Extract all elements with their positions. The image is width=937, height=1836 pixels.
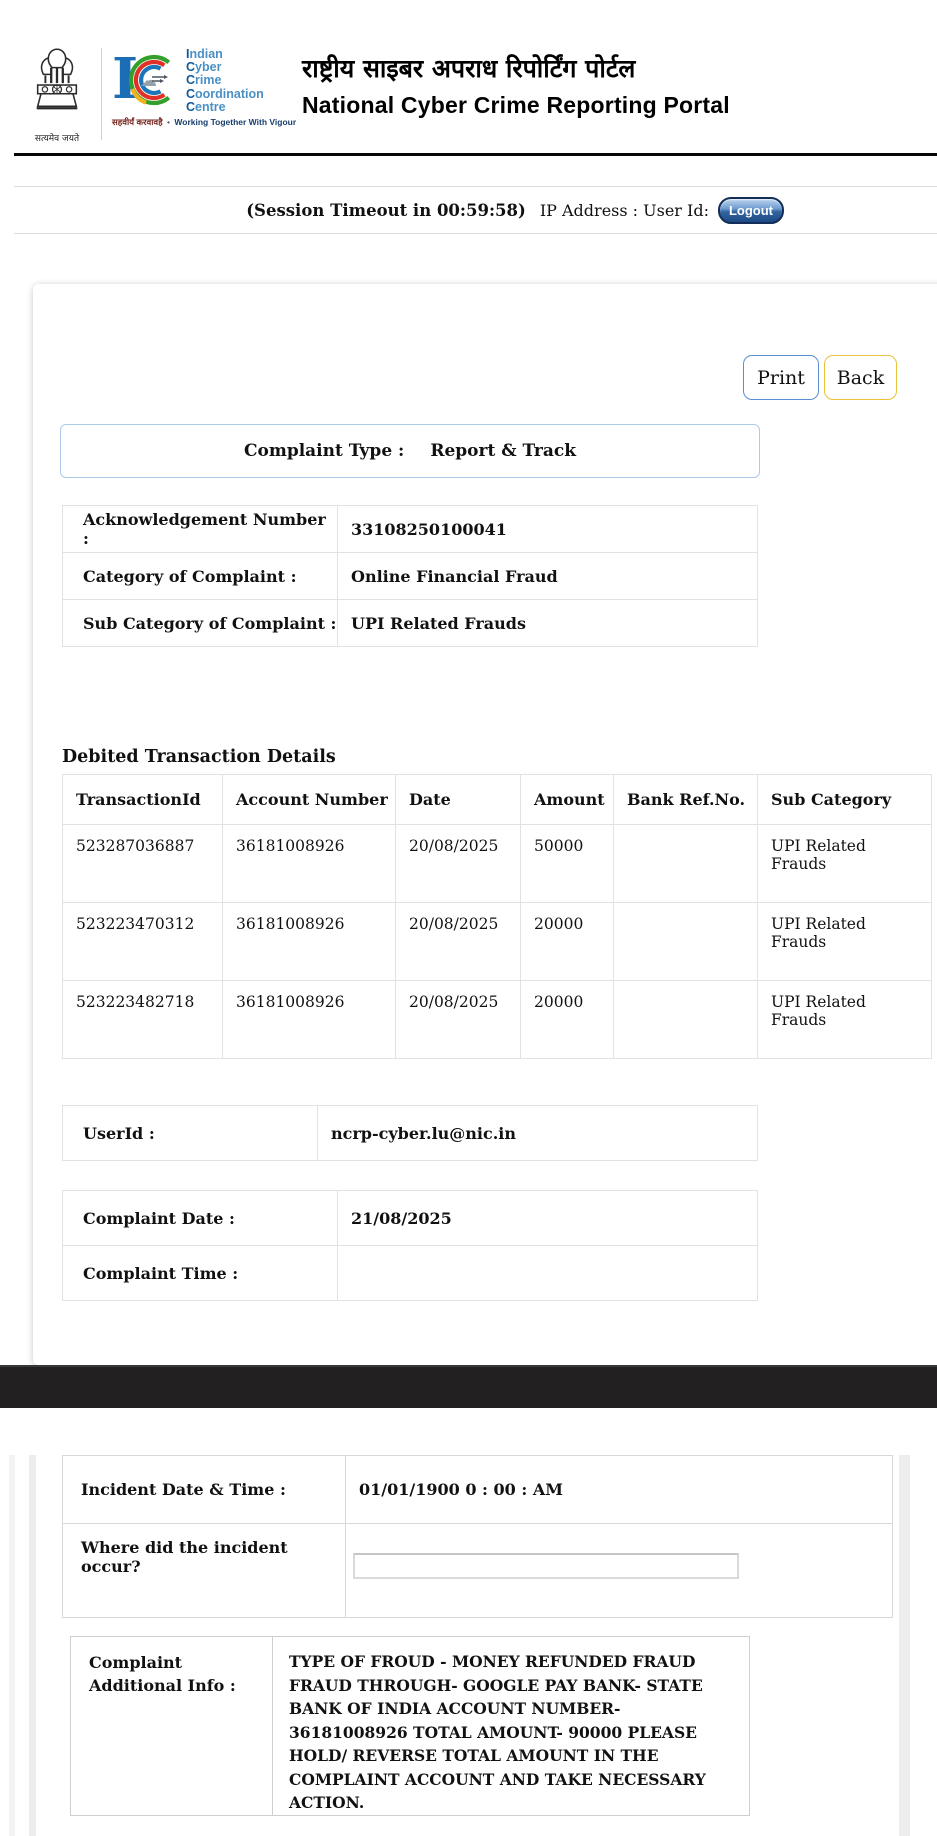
- tx-cell: 20/08/2025: [396, 825, 521, 903]
- complaint-date-label: Complaint Date :: [63, 1191, 338, 1246]
- summary-label: Acknowledgement Number :: [63, 506, 338, 553]
- tx-col-header: Sub Category: [758, 775, 932, 825]
- tx-cell: 523223470312: [63, 903, 223, 981]
- table-row: [63, 1456, 893, 1524]
- summary-label: Category of Complaint :: [63, 553, 338, 600]
- i4c-line: Indian: [186, 47, 223, 61]
- table-row: [63, 1246, 758, 1301]
- toolbar: [33, 355, 937, 400]
- tx-cell: 523287036887: [63, 825, 223, 903]
- tx-cell: 36181008926: [223, 981, 396, 1059]
- incident-where-label: Where did the incident occur?: [63, 1524, 346, 1618]
- incident-datetime-label: Incident Date & Time :: [63, 1456, 346, 1524]
- summary-value: 33108250100041: [338, 506, 758, 553]
- tx-col-header: Date: [396, 775, 521, 825]
- summary-value: Online Financial Fraud: [338, 553, 758, 600]
- complaint-detail-card: [33, 284, 937, 1365]
- portal-title-hindi: राष्ट्रीय साइबर अपराध रिपोर्टिंग पोर्टल: [302, 54, 636, 83]
- tx-cell: 20000: [521, 903, 614, 981]
- tx-cell: 36181008926: [223, 825, 396, 903]
- additional-info-value: TYPE OF FROUD - MONEY REFUNDED FRAUD FRAUD THROUGH- GOOGLE PAY BANK- STATE BANK OF INDIA ACCOUNT NUMBER- 36181008926 TOTAL AMOUNT- 90000 PLEASE HOLD/ REVERSE TOTAL AMOUNT IN THE COMPLAINT ACCOUNT AND TAKE NECESSARY ACTION.: [273, 1637, 750, 1816]
- complaint-summary-table: [62, 505, 758, 647]
- incident-section: [0, 1455, 937, 1836]
- summary-label: Sub Category of Complaint :: [63, 600, 338, 647]
- transactions-heading: Debited Transaction Details: [62, 747, 336, 767]
- header-rule: [14, 153, 937, 156]
- svg-text:I: I: [112, 46, 139, 112]
- table-row: [63, 600, 758, 647]
- emblem-caption: सत्यमेव जयते: [34, 134, 80, 144]
- page-edge-strip: [29, 1455, 36, 1836]
- incident-location-input[interactable]: [353, 1553, 739, 1579]
- complaint-time-value: [338, 1246, 758, 1301]
- additional-info-table: [70, 1636, 750, 1816]
- i4c-tagline-hindi: सहवीर्यं करवावहै: [112, 117, 163, 128]
- incident-datetime-value: 01/01/1900 0 : 00 : AM: [346, 1456, 893, 1524]
- i4c-logo: [112, 46, 297, 128]
- emblem-of-india: [25, 46, 89, 144]
- i4c-logo-text: [186, 46, 264, 114]
- table-row: [63, 1191, 758, 1246]
- portal-titles: [302, 46, 730, 119]
- print-button[interactable]: Print: [743, 355, 819, 400]
- table-row: [71, 1637, 750, 1816]
- i4c-line: Crime: [186, 73, 222, 88]
- userid-label: UserId :: [63, 1106, 318, 1161]
- tx-col-header: Account Number: [223, 775, 396, 825]
- table-row: [63, 903, 932, 981]
- page-edge-strip: [9, 1455, 15, 1836]
- table-row: [63, 1524, 893, 1618]
- i4c-logo-icon: [112, 46, 182, 114]
- tx-cell: 50000: [521, 825, 614, 903]
- tx-col-header: Bank Ref.No.: [614, 775, 758, 825]
- tx-cell: UPI Related Frauds: [758, 981, 932, 1059]
- tx-cell: UPI Related Frauds: [758, 825, 932, 903]
- cloud-icon: ☁: [140, 71, 157, 91]
- userid-table: [62, 1105, 758, 1161]
- i4c-tagline-english: Working Together With Vigour: [174, 117, 297, 128]
- incident-table: [62, 1455, 893, 1618]
- summary-value: UPI Related Frauds: [338, 600, 758, 647]
- tx-col-header: Amount: [521, 775, 614, 825]
- tx-cell: [614, 903, 758, 981]
- page-edge-strip: [899, 1455, 910, 1836]
- i4c-tagline: [112, 117, 297, 128]
- tx-cell: [614, 825, 758, 903]
- tx-cell: 36181008926: [223, 903, 396, 981]
- session-bar: [0, 187, 937, 233]
- table-row: [63, 825, 932, 903]
- complaint-type-value: Report & Track: [430, 441, 577, 461]
- tx-cell: 523223482718: [63, 981, 223, 1059]
- userid-value: ncrp-cyber.lu@nic.in: [318, 1106, 758, 1161]
- i4c-line: Centre: [186, 99, 226, 114]
- tx-cell: 20/08/2025: [396, 981, 521, 1059]
- additional-info-label: Complaint Additional Info :: [71, 1637, 273, 1816]
- i4c-line: Coordination: [186, 86, 264, 101]
- table-row: [63, 1106, 758, 1161]
- table-row: [63, 506, 758, 553]
- portal-title-english: National Cyber Crime Reporting Portal: [302, 92, 730, 118]
- tx-cell: 20000: [521, 981, 614, 1059]
- table-header-row: [63, 775, 932, 825]
- tx-cell: 20/08/2025: [396, 903, 521, 981]
- portal-header: [0, 0, 937, 153]
- table-row: [63, 553, 758, 600]
- header-divider: [101, 48, 102, 140]
- back-button[interactable]: Back: [824, 355, 897, 400]
- divider-line: [14, 233, 937, 234]
- i4c-tagline-separator: •: [167, 117, 171, 128]
- logout-button[interactable]: Logout: [718, 197, 784, 224]
- session-timeout-text: (Session Timeout in 00:59:58): [246, 200, 526, 220]
- incident-where-cell: [346, 1524, 893, 1618]
- complaint-date-value: 21/08/2025: [338, 1191, 758, 1246]
- table-row: [63, 981, 932, 1059]
- complaint-dates-table: [62, 1190, 758, 1301]
- i4c-line: Cyber: [186, 60, 222, 75]
- debited-transactions-table: [62, 774, 932, 1059]
- emblem-of-india-icon: [28, 46, 86, 126]
- complaint-type-box: [60, 424, 760, 478]
- complaint-type-label: Complaint Type :: [243, 441, 405, 461]
- tx-col-header: TransactionId: [63, 775, 223, 825]
- tx-cell: UPI Related Frauds: [758, 903, 932, 981]
- page-separator-band: [0, 1365, 937, 1408]
- ip-user-text: IP Address : User Id:: [539, 200, 709, 220]
- tx-cell: [614, 981, 758, 1059]
- complaint-time-label: Complaint Time :: [63, 1246, 338, 1301]
